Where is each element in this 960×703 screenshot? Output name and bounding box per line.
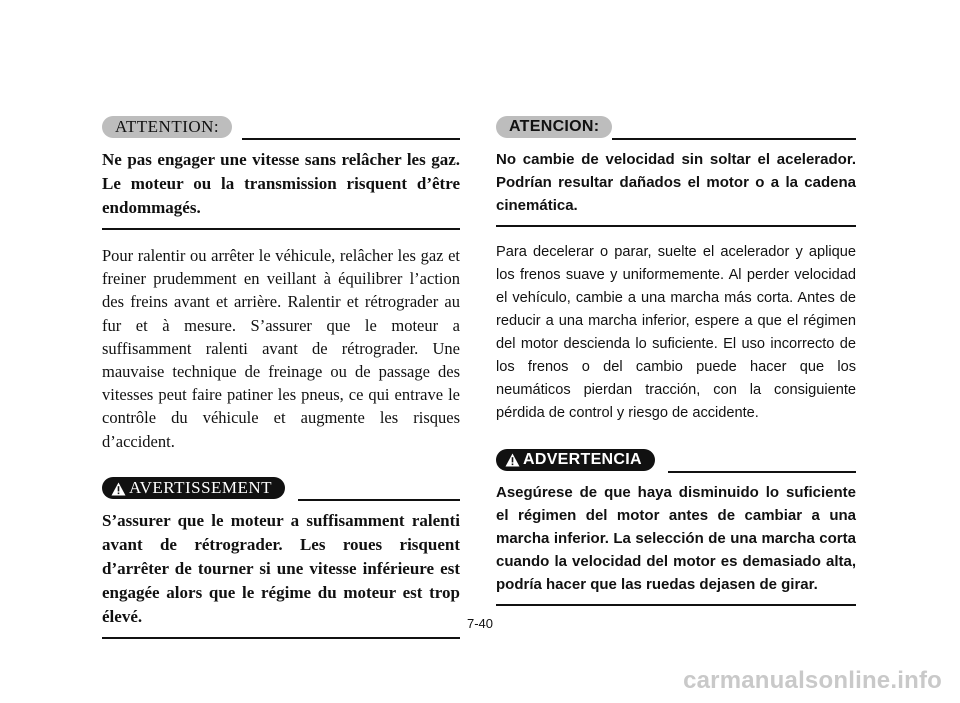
attention-header-es: [496, 114, 856, 140]
warning-label-fr: AVERTISSEMENT: [129, 477, 273, 497]
warning-bottom-rule-es: [496, 604, 856, 606]
warning-header-line-fr: [298, 499, 460, 501]
attention-text-fr: Ne pas engager une vitesse sans relâcher les gaz. Le moteur ou la transmission risquent d’être endommagés.: [102, 150, 460, 217]
body-paragraph-fr: Pour ralentir ou arrêter le véhicule, relâcher les gaz et freiner prudemment en veillant à équilibrer l’action des freins avant et arrière. Ralentir et rétrograder au fur et à mesure. S’assurer que le moteur a suffisamment ralenti avant de rétrograder. Une mauvaise technique de freinage ou de passage des vitesses peut faire patiner les pneus, ce qui entrave le contrôle du véhicule et augmente les risques d’accident.: [102, 246, 460, 451]
warning-label-fr-badge: [102, 477, 285, 499]
warning-header-line-es: [668, 471, 856, 473]
attention-label-es: ATENCION:: [496, 116, 612, 138]
attention-bottom-rule-fr: [102, 228, 460, 230]
warning-text-es: Asegúrese de que haya disminuido lo suficiente el régimen del motor antes de cambiar a una marcha inferior. La selección de una marcha corta cuando la velocidad del motor es demasiado alta, podría hacer que las ruedas dejasen de girar.: [496, 484, 856, 593]
attention-label-fr: ATTENTION:: [102, 116, 232, 138]
warning-bottom-rule-fr: [102, 637, 460, 639]
page-number: 7-40: [466, 616, 494, 631]
watermark: carmanualsonline.info: [683, 667, 942, 694]
warning-header-es: [496, 447, 856, 473]
warning-triangle-icon: [505, 452, 520, 474]
warning-label-es: ADVERTENCIA: [523, 451, 642, 468]
warning-header-fr: [102, 475, 460, 501]
warning-text-fr: S’assurer que le moteur a suffisamment ralenti avant de rétrograder. Les roues risquent d’arrêter de tourner si une vitesse inférieure est engagée alors que le régime du moteur est trop élevé.: [102, 510, 460, 626]
spanish-column: [496, 114, 856, 606]
body-paragraph-es: Para decelerar o parar, suelte el acelerador y aplique los frenos suave y uniformemente. Al perder velocidad el vehículo, cambie a una marcha más corta. Antes de reducir a una marcha inferior, espere a que el régimen del motor descienda lo suficiente. El uso incorrecto de los frenos o del cambio puede hacer que los neumáticos pierdan tracción, con la consiguiente pérdida de control y riesgo de accidente.: [496, 244, 856, 421]
warning-label-es-badge: [496, 449, 655, 471]
attention-header-line-es: [612, 138, 856, 140]
attention-text-es: No cambie de velocidad sin soltar el acelerador. Podrían resultar dañados el motor o a la cadena cinemática.: [496, 151, 856, 214]
attention-header-fr: [102, 114, 460, 140]
french-column: [102, 114, 460, 639]
attention-header-line-fr: [242, 138, 460, 140]
attention-bottom-rule-es: [496, 225, 856, 227]
warning-triangle-icon: [111, 480, 126, 502]
